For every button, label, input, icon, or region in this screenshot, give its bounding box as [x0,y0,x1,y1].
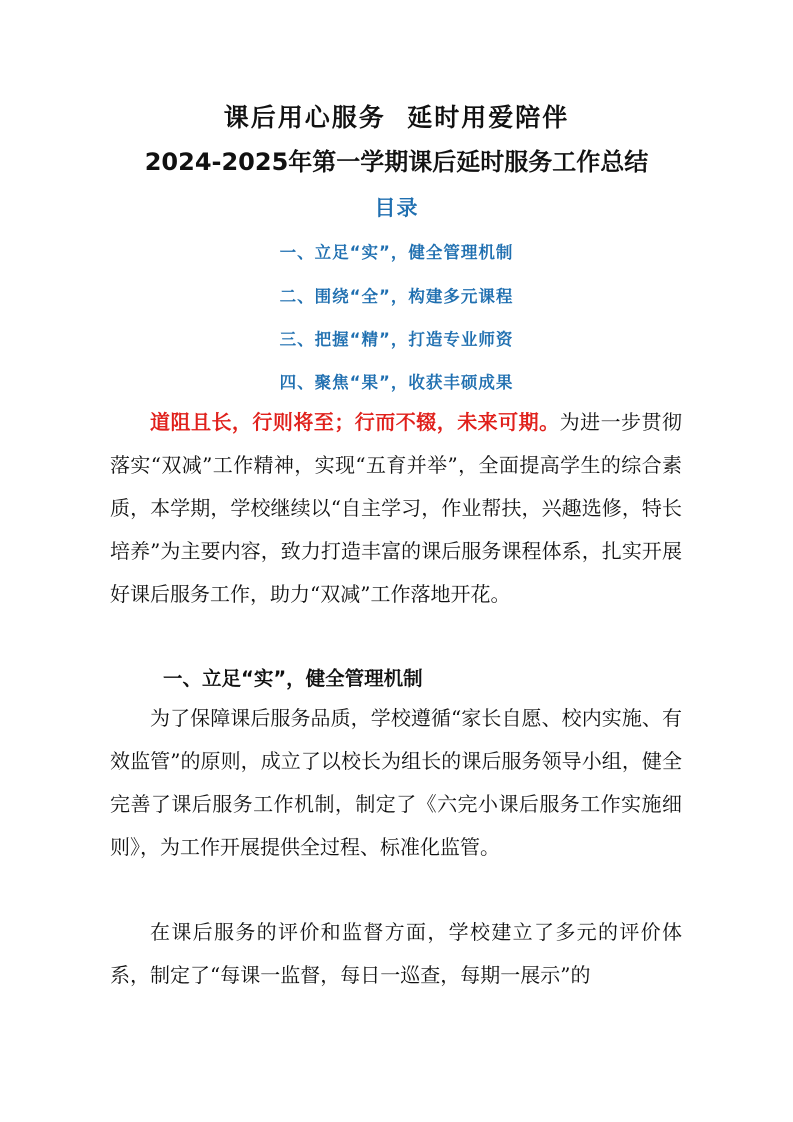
toc-item-3: 三、把握“精”，打造专业师资 [279,330,514,349]
toc-item-4: 四、聚焦“果”，收获丰硕成果 [279,373,514,392]
document-title-line2: 2024-2025年第一学期课后延时服务工作总结 [144,148,649,176]
section1-heading: 一、立足“实”，健全管理机制 [163,667,423,690]
section1-paragraph1: 为了保障课后服务品质，学校遵循“家长自愿、校内实施、有效监管”的原则，成立了以校长为组长的课后服务领导小组，健全完善了课后服务工作机制，制定了《六完小课后服务工作实施细则》，为工作开展提供全过程、标准化监管。 [110,706,682,859]
intro-highlight: 道阻且长，行则将至；行而不辍，未来可期。 [150,410,560,434]
document-title-line1: 课后用心服务 延时用爱陪伴 [223,103,570,132]
section1-paragraph2: 在课后服务的评价和监督方面，学校建立了多元的评价体系，制定了“每课一监督，每日一巡查，每期一展示”的 [110,920,682,987]
toc-item-2: 二、围绕“全”，构建多元课程 [279,287,514,306]
intro-text: 为进一步贯彻落实“双减”工作精神，实现“五育并举”，全面提高学生的综合素质，本学期，学校继续以“自主学习，作业帮扶，兴趣选修，特长培养”为主要内容，致力打造丰富的课后服务课程体系，扎实开展好课后服务工作，助力“双减”工作落地开花。 [110,410,683,606]
intro-paragraph [110,401,682,616]
toc-heading: 目录 [374,196,419,220]
toc-item-1: 一、立足“实”，健全管理机制 [279,243,514,262]
